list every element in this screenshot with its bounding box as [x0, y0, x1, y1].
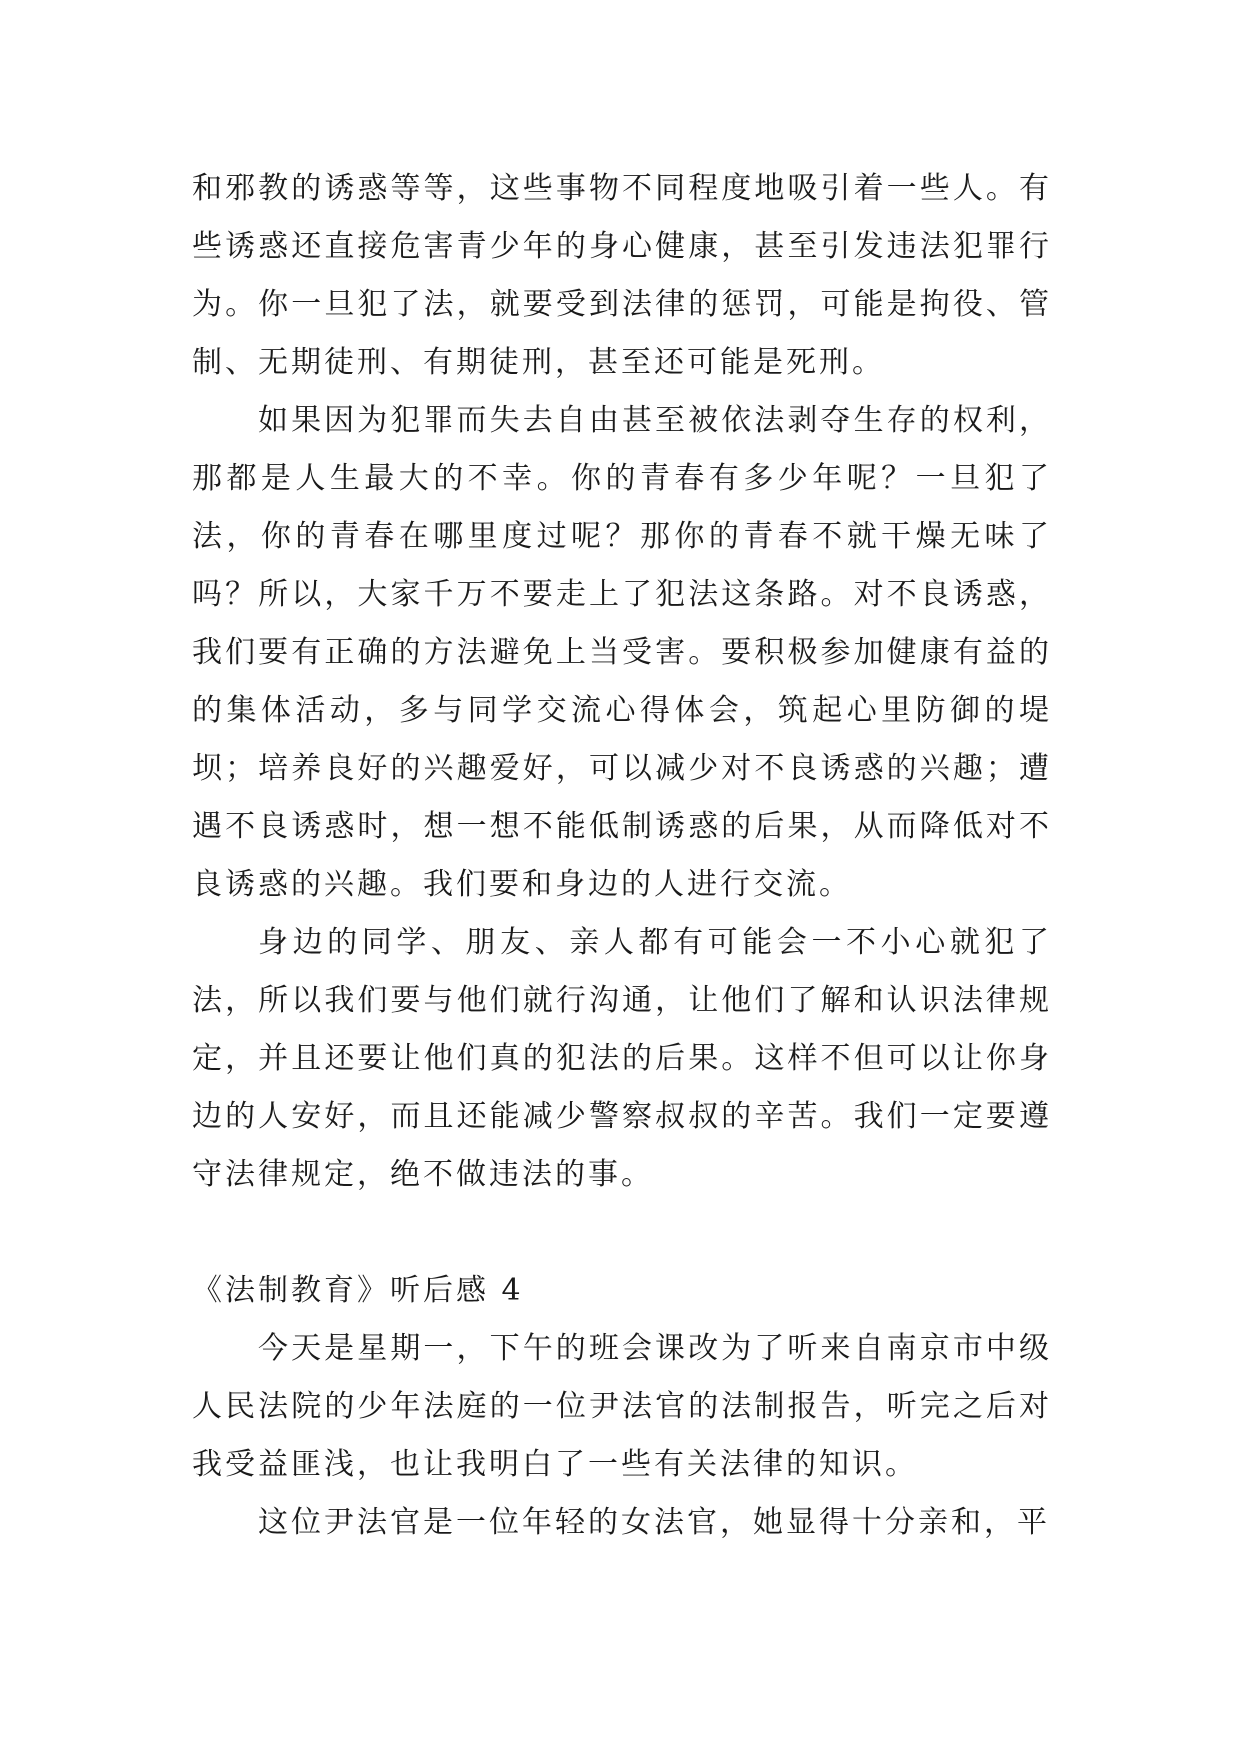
section-gap: [192, 1204, 1052, 1262]
paragraph-1: 和邪教的诱惑等等，这些事物不同程度地吸引着一些人。有些诱惑还直接危害青少年的身心健康，甚至引发违法犯罪行为。你一旦犯了法，就要受到法律的惩罚，可能是拘役、管制、无期徒刑、有期徒刑，甚至还可能是死刑。: [192, 171, 1052, 380]
section-heading: 《法制教育》听后感 4: [192, 1273, 524, 1308]
paragraph-3: 身边的同学、朋友、亲人都有可能会一不小心就犯了法，所以我们要与他们就行沟通，让他们了解和认识法律规定，并且还要让他们真的犯法的后果。这样不但可以让你身边的人安好，而且还能减少警察叔叔的辛苦。我们一定要遵守法律规定，绝不做违法的事。: [192, 925, 1052, 1192]
paragraph-5: 这位尹法官是一位年轻的女法官，她显得十分亲和，平: [258, 1505, 1050, 1540]
document-body: [192, 160, 1052, 1552]
paragraph-4: 今天是星期一，下午的班会课改为了听来自南京市中级人民法院的少年法庭的一位尹法官的法制报告，听完之后对我受益匪浅，也让我明白了一些有关法律的知识。: [192, 1331, 1052, 1482]
paragraph-2: 如果因为犯罪而失去自由甚至被依法剥夺生存的权利，那都是人生最大的不幸。你的青春有多少年呢？一旦犯了法，你的青春在哪里度过呢？那你的青春不就干燥无味了吗？所以，大家千万不要走上了犯法这条路。对不良诱惑，我们要有正确的方法避免上当受害。要积极参加健康有益的的集体活动，多与同学交流心得体会，筑起心里防御的堤坝；培养良好的兴趣爱好，可以减少对不良诱惑的兴趣；遭遇不良诱惑时，想一想不能低制诱惑的后果，从而降低对不良诱惑的兴趣。我们要和身边的人进行交流。: [192, 403, 1052, 902]
